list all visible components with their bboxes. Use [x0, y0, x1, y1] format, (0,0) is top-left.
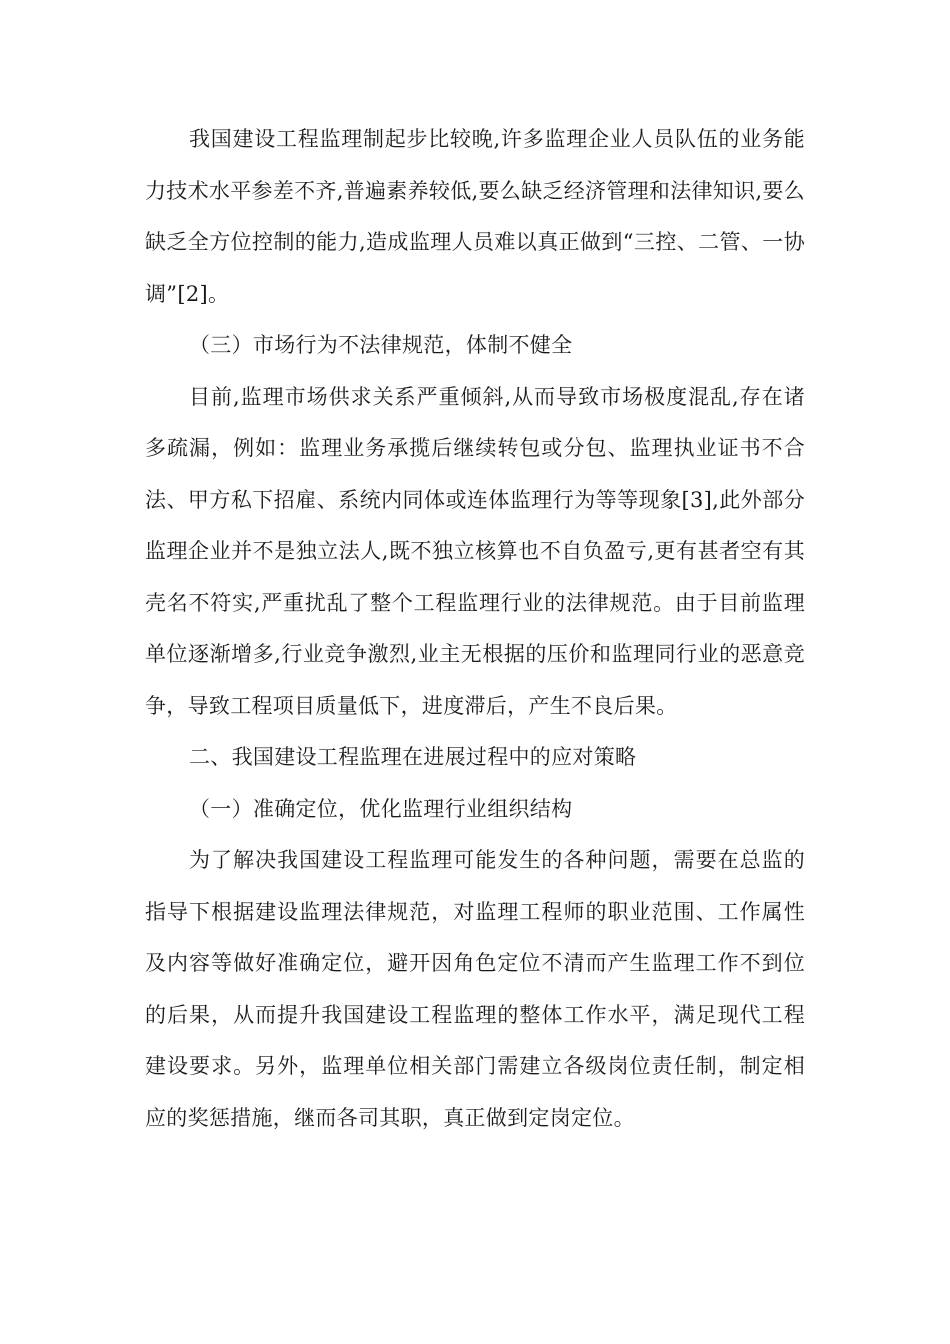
paragraph-market-chaos: 目前,监理市场供求关系严重倾斜,从而导致市场极度混乱,存在诸多疏漏，例如：监理业务承揽后继续转包或分包、监理执业证书不合法、甲方私下招雇、系统内同体或连体监理行为等等现象[3],此外部分监理企业并不是独立法人,既不独立核算也不自负盈亏,更有甚者空有其壳名不符实,严重扰乱了整个工程监理行业的法律规范。由于目前监理单位逐渐增多,行业竞争激烈,业主无根据的压价和监理同行业的恶意竞争，导致工程项目质量低下，进度滞后，产生不良后果。 — [145, 384, 805, 718]
chapter-heading-strategies: 二、我国建设工程监理在进展过程中的应对策略 — [189, 745, 637, 769]
paragraph-supervisor-quality: 我国建设工程监理制起步比较晚,许多监理企业人员队伍的业务能力技术水平参差不齐,普遍素养较低,要么缺乏经济管理和法律知识,要么缺乏全方位控制的能力,造成监理人员难以真正做到“三控、二管、一协调”[2]。 — [145, 127, 805, 306]
section-heading-market-behavior: （三）市场行为不法律规范，体制不健全 — [189, 333, 573, 357]
paragraph-positioning-measures: 为了解决我国建设工程监理可能发生的各种问题，需要在总监的指导下根据建设监理法律规范，对监理工程师的职业范围、工作属性及内容等做好准确定位，避开因角色定位不清而产生监理工作不到位的后果，从而提升我国建设工程监理的整体工作水平，满足现代工程建设要求。另外，监理单位相关部门需建立各级岗位责任制，制定相应的奖惩措施，继而各司其职，真正做到定岗定位。 — [145, 848, 805, 1130]
document-body — [145, 114, 805, 1144]
section-heading-positioning: （一）准确定位，优化监理行业组织结构 — [189, 796, 573, 821]
